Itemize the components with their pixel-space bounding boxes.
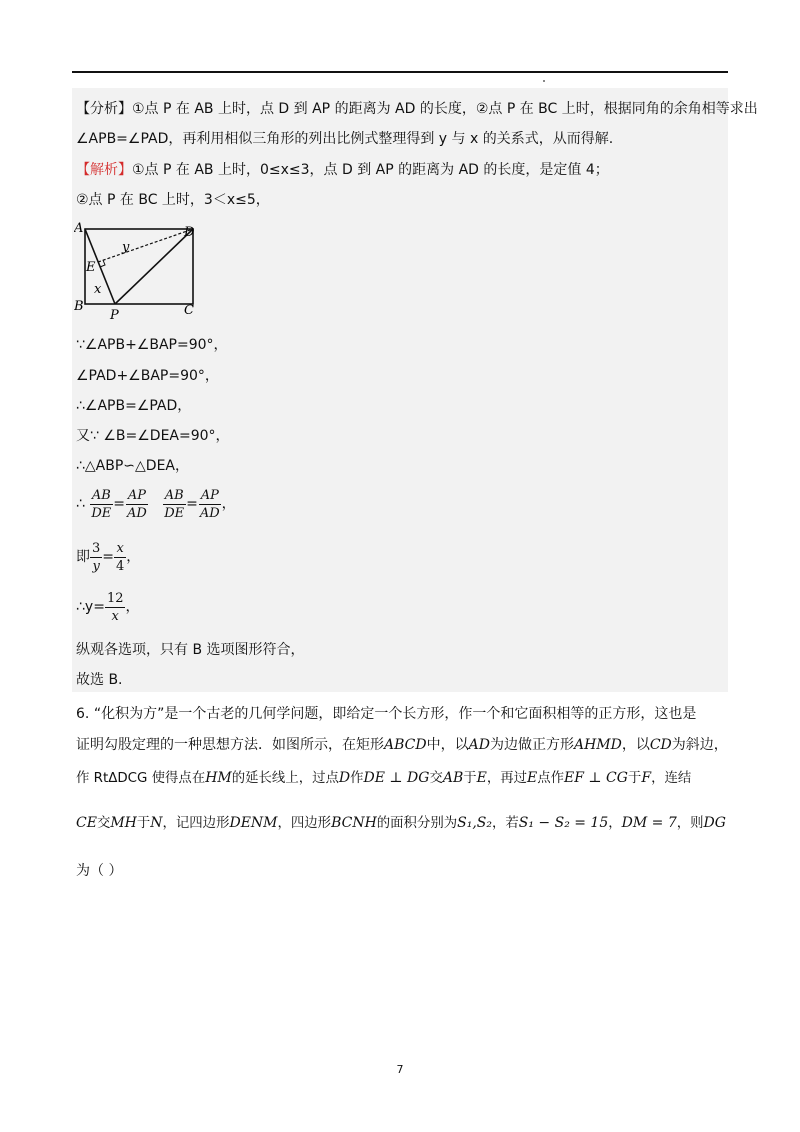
solution-text-1: ①点 P 在 AB 上时，0≤x≤3，点 D 到 AP 的距离为 AD 的长度，是定值 4； <box>132 162 609 178</box>
fraction-ap-ad: $\frac{AP}{AD}$ <box>127 487 147 521</box>
page-number: 7 <box>396 1063 404 1076</box>
question-line-3: 作 RtΔDCG 使得点在HM的延长线上，过点D作DE ⊥ DG交AB于E，再过E点作EF ⊥ CG于F，连结 <box>76 770 692 786</box>
step-7: 即 $\frac{3}{y}$ = $\frac{x}{4}$ ， <box>76 540 141 574</box>
header-dot <box>543 80 545 82</box>
solution-tag: 【解析】 <box>76 162 132 178</box>
step-4: 又∵ ∠B=∠DEA=90°， <box>76 428 230 444</box>
question-number: 6. <box>76 706 90 722</box>
question-line-1: 6. “化积为方”是一个古老的几何学问题，即给定一个长方形，作一个和它面积相等的正方形，这也是 <box>76 706 697 722</box>
solution-line-2: ②点 P 在 BC 上时，3＜x≤5， <box>76 192 270 208</box>
label-a: A <box>74 222 84 236</box>
fraction-ap-ad-2: $\frac{AP}{AD}$ <box>199 487 220 521</box>
label-e: E <box>86 260 96 275</box>
question-line-2: 证明勾股定理的一种思想方法．如图所示，在矩形ABCD中，以AD为边做正方形AHMD，以CD为斜边， <box>76 737 728 753</box>
step-3: ∴∠APB=∠PAD， <box>76 398 192 414</box>
fraction-ab-de-2: $\frac{AB}{DE}$ <box>164 487 185 521</box>
label-b: B <box>74 299 84 314</box>
step-10: 故选 B. <box>76 672 123 688</box>
label-c: C <box>184 303 194 318</box>
step-8: ∴y= $\frac{12}{x}$ ， <box>76 590 140 624</box>
question-line-4: CE交MH于N，记四边形DENM，四边形BCNH的面积分别为S₁,S₂，若S₁ − S₂ = 15，DM = 7，则DG <box>76 815 726 831</box>
y-equals: ∴y= <box>76 599 105 615</box>
label-y: y <box>122 240 130 255</box>
step-1: ∵∠APB+∠BAP=90°， <box>76 337 228 353</box>
fraction-12-x: $\frac{12}{x}$ <box>106 590 124 624</box>
step-2: ∠PAD+∠BAP=90°， <box>76 368 219 384</box>
label-x: x <box>94 282 102 297</box>
segment-de-dashed <box>98 229 193 262</box>
namely-word: 即 <box>76 549 90 565</box>
header-rule <box>72 71 728 73</box>
step-5: ∴△ABP∽△DEA， <box>76 458 189 474</box>
geometry-figure <box>74 222 198 322</box>
fraction-x-4: $\frac{x}{4}$ <box>116 540 125 574</box>
step-6: ∴ $\frac{AB}{DE}$ = $\frac{AP}{AD}$ $\frac{AB}{DE}$ = $\frac{AP}{AD}$ ， <box>76 487 236 521</box>
label-p: P <box>110 308 119 322</box>
label-d: D <box>184 225 195 240</box>
analysis-text-1: ①点 P 在 AB 上时，点 D 到 AP 的距离为 AD 的长度，②点 P 在 BC 上时，根据同角的余角相等求出 <box>132 101 758 117</box>
therefore-symbol: ∴ <box>76 496 85 512</box>
fraction-ab-de: $\frac{AB}{DE}$ <box>91 487 112 521</box>
analysis-tag: 【分析】 <box>76 101 132 117</box>
fraction-3-y: $\frac{3}{y}$ <box>92 540 101 574</box>
solution-line-1 <box>76 160 609 180</box>
step-9: 纵观各选项，只有 B 选项图形符合， <box>76 642 305 658</box>
question-line-5: 为（ ） <box>76 863 123 879</box>
analysis-line-1 <box>76 99 758 119</box>
analysis-line-2: ∠APB=∠PAD，再利用相似三角形的列出比例式整理得到 y 与 x 的关系式，从而得解. <box>76 131 614 147</box>
